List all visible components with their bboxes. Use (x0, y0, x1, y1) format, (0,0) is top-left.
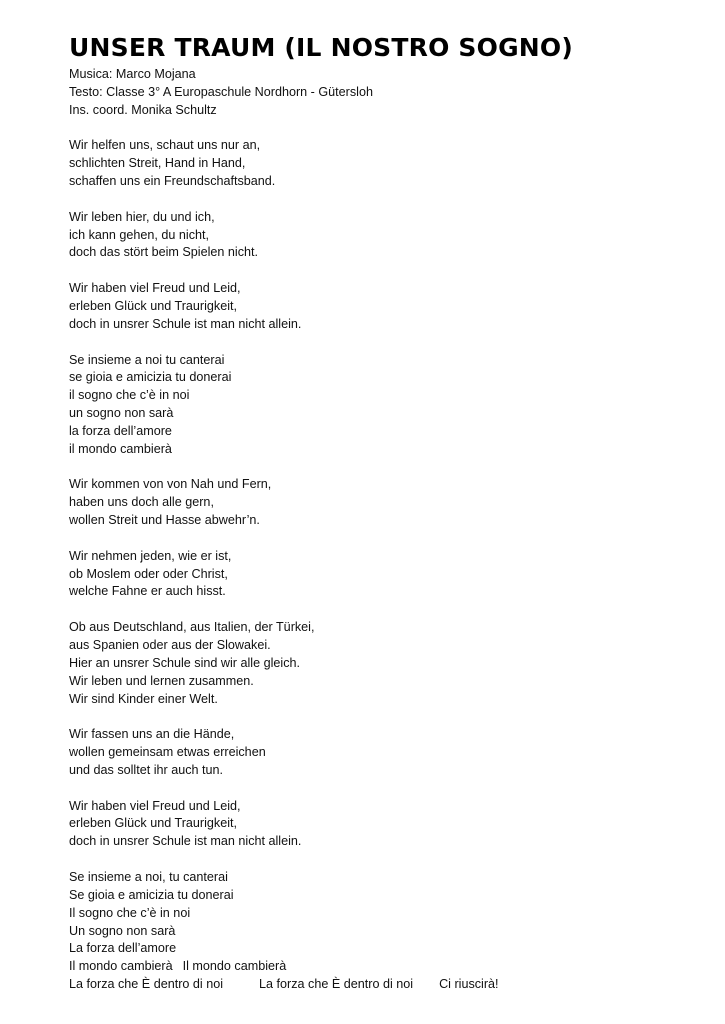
lyric-line: La forza dell’amore (69, 941, 177, 956)
double-line-part-1: Il mondo cambierà (69, 959, 173, 974)
credit-coordinator: Ins. coord. Monika Schultz (69, 102, 217, 117)
lyric-line: Hier an unsrer Schule sind wir alle gleich. (69, 655, 300, 670)
lyric-line: Il sogno che c’è in noi (69, 905, 191, 920)
stanza (69, 548, 709, 602)
last-line-part-1: La forza che È dentro di noi (69, 977, 224, 992)
lyric-line: un sogno non sarà (69, 406, 174, 421)
lyric-line: welche Fahne er auch hisst. (69, 584, 226, 599)
final-last-line (69, 976, 709, 994)
last-line-part-3: Ci riuscirà! (439, 977, 499, 992)
stanza (69, 137, 709, 191)
lyric-line: Wir sind Kinder einer Welt. (69, 691, 218, 706)
lyric-line: Wir leben und lernen zusammen. (69, 673, 254, 688)
song-title: UNSER TRAUM (IL NOSTRO SOGNO) (69, 33, 574, 62)
stanzas-container (69, 137, 709, 851)
stanza (69, 726, 709, 780)
stanza (69, 798, 709, 852)
lyric-line: Wir kommen von von Nah und Fern, (69, 477, 272, 492)
lyric-line: doch das stört beim Spielen nicht. (69, 245, 259, 260)
last-line-part-2: La forza che È dentro di noi (259, 977, 414, 992)
lyric-line: Wir leben hier, du und ich, (69, 209, 215, 224)
lyric-line: Wir nehmen jeden, wie er ist, (69, 548, 232, 563)
lyric-line: wollen gemeinsam etwas erreichen (69, 745, 266, 760)
lyric-line: erleben Glück und Traurigkeit, (69, 816, 238, 831)
lyric-line: schlichten Streit, Hand in Hand, (69, 156, 246, 171)
credits-block (69, 66, 709, 120)
lyric-line: Se insieme a noi tu canterai (69, 352, 225, 367)
lyric-line: aus Spanien oder aus der Slowakei. (69, 638, 271, 652)
lyric-line: ob Moslem oder oder Christ, (69, 566, 228, 581)
lyric-line: wollen Streit und Hasse abwehr’n. (69, 513, 260, 528)
double-line-part-2: Il mondo cambierà (182, 959, 287, 974)
lyric-line: doch in unsrer Schule ist man nicht allein. (69, 316, 302, 331)
lyric-line: doch in unsrer Schule ist man nicht allein. (69, 834, 302, 849)
lyric-line: la forza dell’amore (69, 423, 172, 438)
stanza (69, 352, 709, 459)
final-double-line (69, 958, 709, 976)
credit-text: Testo: Classe 3° A Europaschule Nordhorn - Gütersloh (69, 84, 373, 99)
final-stanza-lines (69, 869, 709, 958)
lyric-line: und das solltet ihr auch tun. (69, 762, 224, 777)
credit-music: Musica: Marco Mojana (69, 67, 196, 81)
stanza (69, 476, 709, 530)
lyric-line: il sogno che c’è in noi (69, 388, 190, 403)
lyric-line: Wir haben viel Freud und Leid, (69, 281, 241, 296)
lyric-line: ich kann gehen, du nicht, (69, 227, 210, 242)
stanza (69, 209, 709, 263)
lyric-line: schaffen uns ein Freundschaftsband. (69, 174, 276, 189)
lyric-line: Ob aus Deutschland, aus Italien, der Türkei, (69, 620, 315, 635)
lyric-line: Un sogno non sarà (69, 923, 176, 938)
lyric-line: Wir helfen uns, schaut uns nur an, (69, 138, 261, 153)
stanza (69, 619, 709, 708)
lyric-line: il mondo cambierà (69, 441, 172, 456)
lyric-line: Wir haben viel Freud und Leid, (69, 798, 241, 813)
final-stanza (69, 869, 709, 994)
lyric-line: Se gioia e amicizia tu donerai (69, 887, 234, 902)
stanza (69, 280, 709, 334)
lyrics-page (69, 30, 709, 994)
lyric-line: haben uns doch alle gern, (69, 495, 214, 510)
lyric-line: Se insieme a noi, tu canterai (69, 869, 228, 884)
lyric-line: Wir fassen uns an die Hände, (69, 727, 235, 742)
lyric-line: erleben Glück und Traurigkeit, (69, 298, 238, 313)
lyric-line: se gioia e amicizia tu donerai (69, 370, 232, 385)
